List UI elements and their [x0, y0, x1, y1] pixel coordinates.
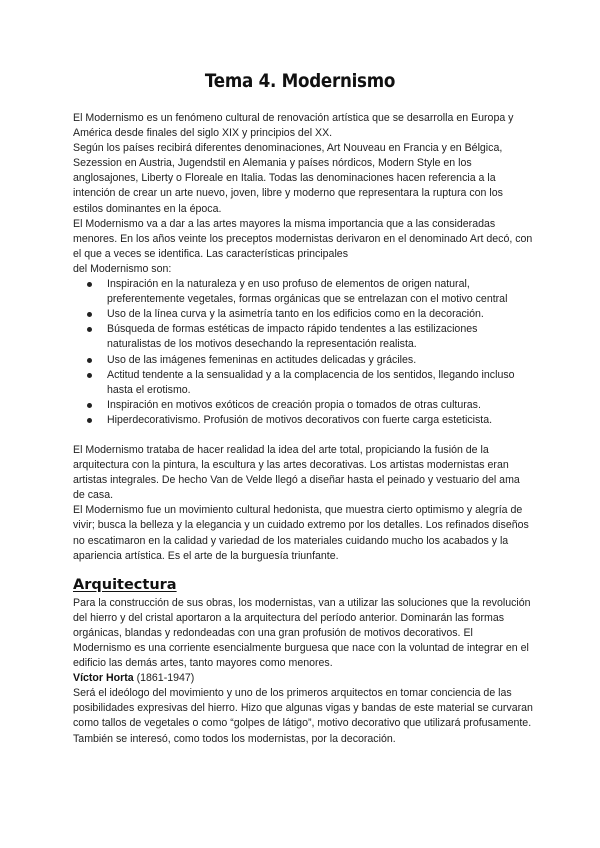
architect-dates: (1861-1947) [136, 672, 195, 685]
bullet-icon [87, 327, 92, 332]
intro-paragraph: Según los países recibirá diferentes denominaciones, Art Nouveau en Francia y en Bélgica, Sezession en Austria, Jugendstil en Alemania y países nórdicos, Modern Style en los anglosajones, Liberty o Floreale en Italia. Todas las denominaciones hacen referencia a la intención de crear un arte nuevo, joven, libre y moderno que representara la ruptura con los estilos dominantes en la época. [73, 142, 503, 215]
document-body [73, 111, 533, 747]
bullet-icon [87, 373, 92, 378]
horta-paragraph: Será el ideólogo del movimiento y uno de los primeros arquitectos en tomar conciencia de las posibilidades expresivas del hierro. Hizo que algunas vigas y bandas de este material se curvaran como tallos de vegetales o como “golpes de látigo”, motivo decorativo que utilizará profusamente. También se interesó, como todos los modernistas, por la decoración. [73, 687, 533, 745]
list-item: Actitud tendente a la sensualidad y a la complacencia de los sentidos, llegando incluso hasta el erotismo. [107, 368, 533, 398]
list-item: Inspiración en motivos exóticos de creación propia o tomados de otras culturas. [107, 398, 533, 413]
bullet-icon [87, 358, 92, 363]
list-item: Búsqueda de formas estéticas de impacto rápido tendentes a las estilizaciones naturalistas de los motivos desechando la representación realista. [107, 322, 533, 352]
list-item: Inspiración en la naturaleza y en uso profuso de elementos de origen natural, preferentemente vegetales, formas orgánicas que se entrelazan con el motivo central [107, 277, 533, 307]
list-item: Uso de las imágenes femeninas en actitudes delicadas y gráciles. [107, 353, 533, 368]
page-title: Tema 4. Modernismo [204, 70, 396, 92]
bullet-icon [87, 312, 92, 317]
bullet-icon [87, 403, 92, 408]
bullet-icon [87, 418, 92, 423]
total-art-paragraph: El Modernismo trataba de hacer realidad la idea del arte total, propiciando la fusión de la arquitectura con la pintura, la escultura y las artes decorativas. Los artistas modernistas eran artistas integrales. De hecho Van de Velde llegó a diseñar hasta el peinado y vestuario del ama de casa. [73, 443, 520, 502]
intro-paragraph: del Modernismo son: [73, 262, 172, 275]
list-item: Uso de la línea curva y la asimetría tanto en los edificios como en la decoración. [107, 307, 533, 322]
horta-heading [73, 671, 533, 686]
section-heading-architecture: Arquitectura [73, 576, 177, 593]
intro-paragraph: El Modernismo va a dar a las artes mayores la misma importancia que a las consideradas menores. En los años veinte los preceptos modernistas derivaron en el denominado Art decó, con el que a veces se identifica. Las características principales [73, 217, 533, 260]
characteristics-list [73, 277, 533, 428]
list-item: Hiperdecorativismo. Profusión de motivos decorativos con fuerte carga esteticista. [107, 413, 533, 428]
architecture-paragraph: Para la construcción de sus obras, los modernistas, van a utilizar las soluciones que la revolución del hierro y del cristal aportaron a la arquitectura del período anterior. Dominarán las formas orgánicas, blandas y redondeadas con una gran profusión de motivos decorativos. El Modernismo es una corriente esencialmente burguesa que nace con la voluntad de integrar en el edificio las demás artes, tanto mayores como menores. [73, 596, 531, 670]
intro-paragraph: El Modernismo es un fenómeno cultural de renovación artística que se desarrolla en Europa y América desde finales del siglo XIX y principios del XX. [73, 112, 514, 140]
hedonism-paragraph: El Modernismo fue un movimiento cultural hedonista, que muestra cierto optimismo y alegría de vivir; busca la belleza y la elegancia y un cuidado extremo por los detalles. Los refinados diseños no escatimaron en la calidad y variedad de los materiales cuidando mucho los acabados y la apariencia artística. Es el arte de la burguesía triunfante. [73, 504, 529, 562]
bullet-icon [87, 282, 92, 287]
architect-name: Víctor Horta [73, 672, 134, 685]
spacer [73, 428, 533, 443]
